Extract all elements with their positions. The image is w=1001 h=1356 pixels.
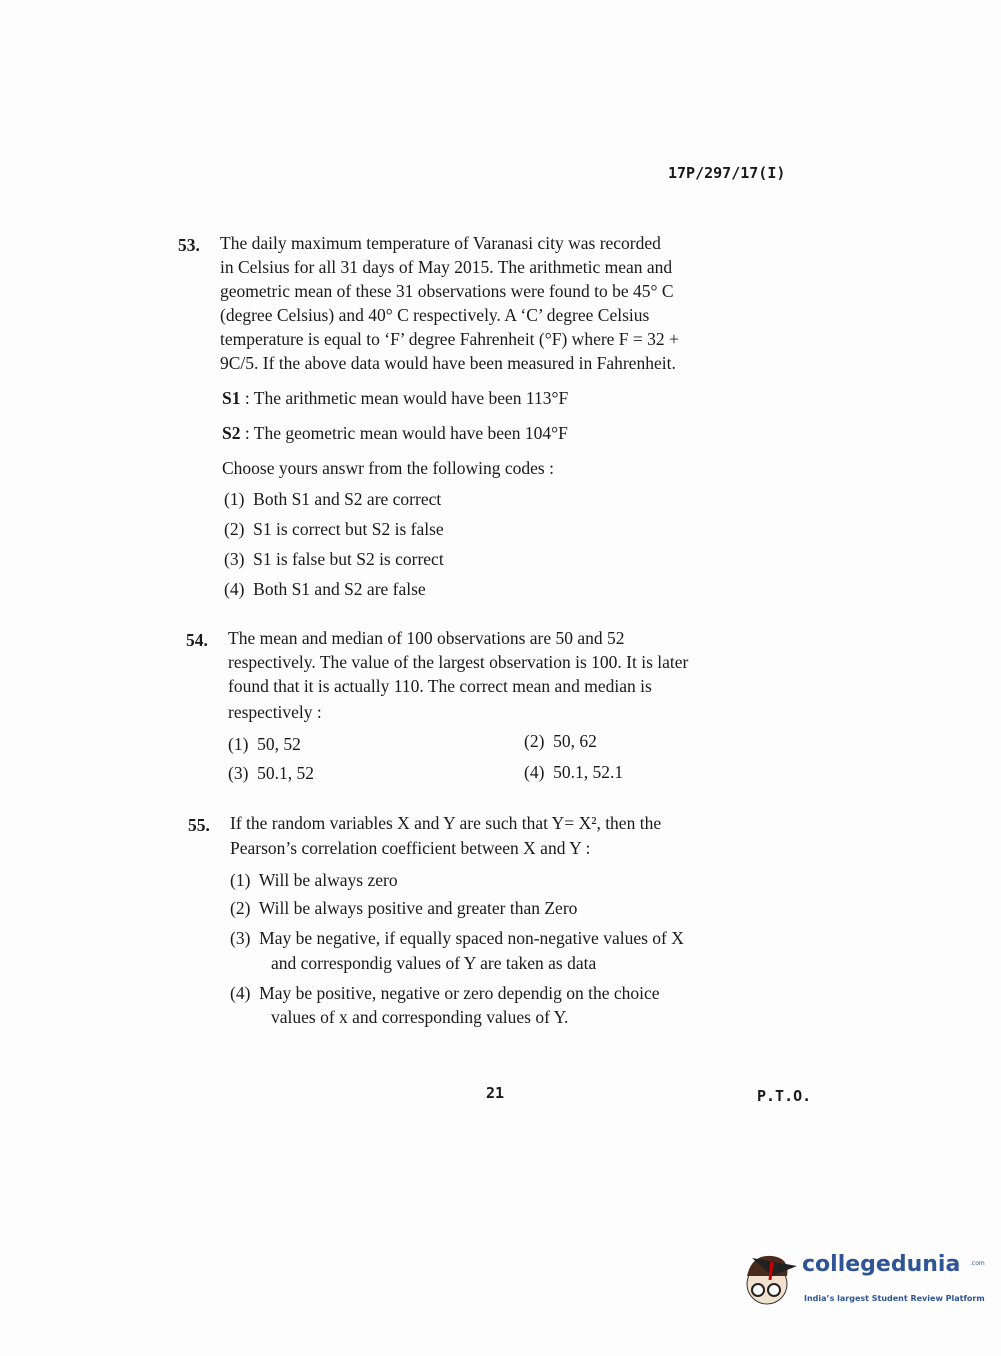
page-number: 21 [486, 1084, 505, 1102]
statement-s2 [222, 423, 568, 443]
option-text: Both S1 and S2 are false [253, 579, 426, 599]
option-text: Both S1 and S2 are correct [253, 489, 442, 509]
q53-line: 9C/5. If the above data would have been measured in Fahrenheit. [220, 353, 676, 373]
brand-com: .com [970, 1260, 985, 1267]
choose-instruction: Choose yours answr from the following codes : [222, 458, 554, 478]
option-number: (3) [228, 763, 249, 783]
s2-label: S2 [222, 423, 241, 443]
q54-option-3 [228, 763, 314, 783]
option-number: (1) [224, 489, 245, 509]
option-number: (1) [228, 734, 249, 754]
q53-line: in Celsius for all 31 days of May 2015. The arithmetic mean and [220, 257, 673, 277]
brand-name: collegedunia [802, 1252, 961, 1277]
q54-line: found that it is actually 110. The correct mean and median is [228, 676, 652, 696]
option-number: (4) [524, 762, 545, 782]
option-text: 50.1, 52 [257, 763, 315, 783]
q54-line: respectively : [228, 702, 322, 722]
option-text: Will be always positive and greater than Zero [258, 898, 578, 918]
option-number: (1) [230, 870, 251, 890]
option-text: 50, 52 [257, 734, 301, 754]
q53-line: temperature is equal to ‘F’ degree Fahrenheit (°F) where F = 32 + [220, 329, 679, 349]
q53-option-2 [224, 519, 444, 539]
s2-text: : The geometric mean would have been 104°F [244, 423, 568, 443]
q55-number: 55. [188, 815, 210, 835]
q54-line: The mean and median of 100 observations are 50 and 52 [228, 628, 625, 648]
option-text: May be negative, if equally spaced non-negative values of X [259, 928, 684, 948]
q53-option-4 [224, 579, 426, 599]
q53-line: The daily maximum temperature of Varanasi city was recorded [220, 233, 661, 253]
q53-option-1 [224, 489, 441, 509]
q54-number: 54. [186, 630, 208, 650]
q55-option-4 [230, 983, 660, 1003]
option-text: 50, 62 [553, 731, 597, 751]
statement-s1 [222, 388, 568, 408]
option-number: (3) [230, 928, 251, 948]
option-text: 50.1, 52.1 [553, 762, 624, 782]
mascot-icon [742, 1246, 802, 1316]
option-text: Will be always zero [258, 870, 398, 890]
s1-text: : The arithmetic mean would have been 113°F [244, 388, 569, 408]
q55-option-2 [230, 898, 577, 918]
q54-option-1 [228, 734, 301, 754]
option-number: (2) [224, 519, 245, 539]
option-number: (3) [224, 549, 245, 569]
q54-line: respectively. The value of the largest observation is 100. It is later [228, 652, 689, 672]
option-text: S1 is false but S2 is correct [253, 549, 444, 569]
q53-line: geometric mean of these 31 observations were found to be 45° C [220, 281, 674, 301]
q55-option-3-cont: and correspondig values of Y are taken as data [271, 953, 597, 973]
option-number: (2) [230, 898, 251, 918]
brand-tagline: India’s largest Student Review Platform [804, 1294, 985, 1303]
q55-line: Pearson’s correlation coefficient between X and Y : [230, 838, 591, 858]
option-number: (4) [224, 579, 245, 599]
q54-option-4 [524, 762, 623, 782]
q53-number: 53. [178, 235, 200, 255]
option-text: S1 is correct but S2 is false [253, 519, 444, 539]
q55-option-4-cont: values of x and corresponding values of Y. [271, 1007, 569, 1027]
q55-line: If the random variables X and Y are such that Y= X², then the [230, 813, 662, 833]
q53-line: (degree Celsius) and 40° C respectively. A ‘C’ degree Celsius [220, 305, 650, 325]
option-number: (4) [230, 983, 251, 1003]
option-text: May be positive, negative or zero dependig on the choice [259, 983, 660, 1003]
paper-code: 17P/297/17(I) [668, 164, 786, 182]
q55-option-3 [230, 928, 684, 948]
collegedunia-logo [742, 1246, 985, 1320]
q54-option-2 [524, 731, 597, 751]
s1-label: S1 [222, 388, 241, 408]
pto-label: P.T.O. [757, 1087, 812, 1105]
q55-option-1 [230, 870, 398, 890]
option-number: (2) [524, 731, 545, 751]
q53-option-3 [224, 549, 444, 569]
